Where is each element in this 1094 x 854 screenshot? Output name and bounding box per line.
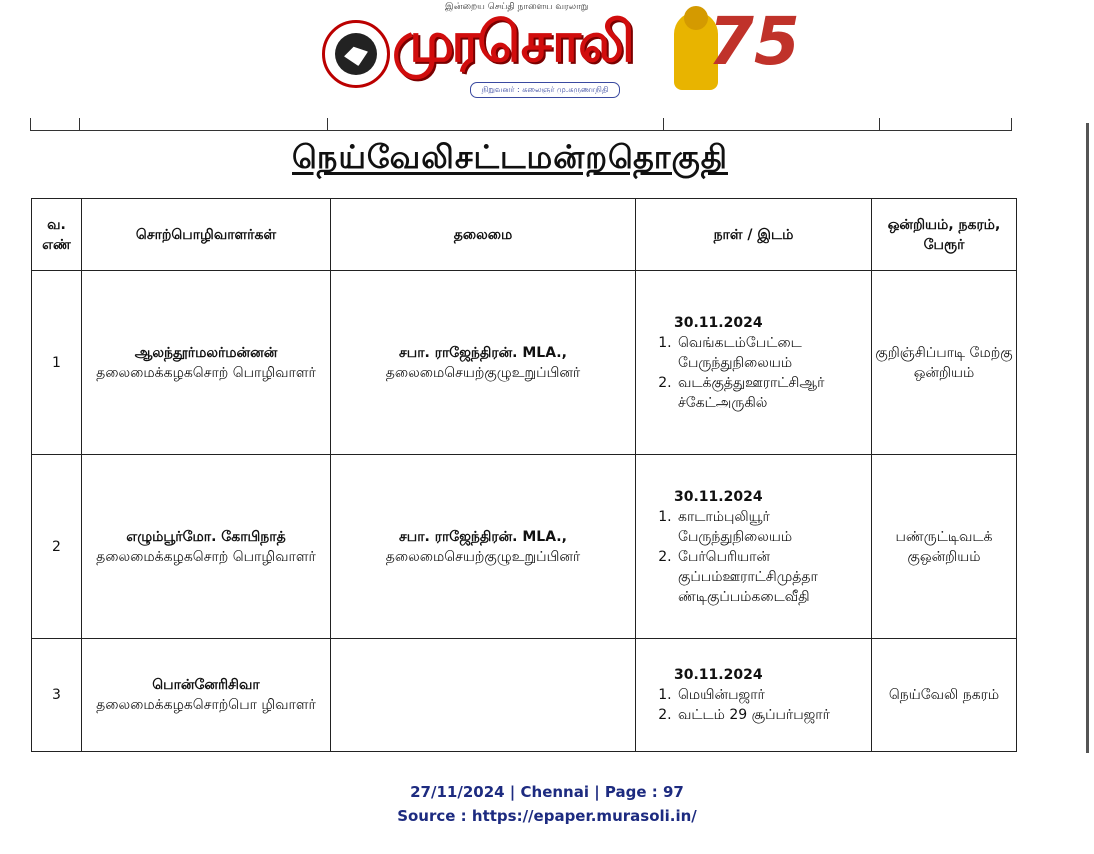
leader-role: தலைமைசெயற்குழுஉறுப்பினர் bbox=[385, 364, 581, 381]
leader-cell bbox=[331, 271, 636, 455]
place-item: 1. வெங்கடம்பேட்டை பேருந்துநிலையம் bbox=[676, 333, 867, 373]
event-date: 30.11.2024 bbox=[674, 488, 763, 505]
footer-source-line: Source : https://epaper.murasoli.in/ bbox=[397, 807, 697, 825]
leader-name: சபா. ராஜேந்திரன். MLA., bbox=[399, 528, 567, 545]
area-cell: பண்ருட்டிவடக் குஒன்றியம் bbox=[872, 455, 1017, 639]
event-date: 30.11.2024 bbox=[674, 314, 763, 331]
area-cell: நெய்வேலி நகரம் bbox=[872, 639, 1017, 752]
masthead-tagline: இன்றைய செய்தி நாளைய வரலாறு bbox=[445, 2, 589, 12]
header-leader: தலைமை bbox=[331, 199, 636, 271]
date-place-cell bbox=[636, 271, 872, 455]
speaker-role: தலைமைக்கழகசொற் பொழிவாளர் bbox=[96, 548, 316, 565]
header-area: ஒன்றியம், நகரம், பேரூர் bbox=[872, 199, 1017, 271]
anniversary-badge bbox=[670, 2, 800, 98]
leader-head-icon bbox=[684, 6, 708, 30]
speaker-cell bbox=[82, 455, 331, 639]
row-index: 1 bbox=[32, 271, 82, 455]
page-edge-rule bbox=[1086, 123, 1089, 753]
leader-cell bbox=[331, 455, 636, 639]
speaker-cell bbox=[82, 639, 331, 752]
date-place-cell bbox=[636, 639, 872, 752]
anniversary-number: 75 bbox=[708, 3, 800, 80]
schedule-table bbox=[31, 198, 1017, 752]
speaker-role: தலைமைக்கழகசொற் பொழிவாளர் bbox=[96, 364, 316, 381]
logo-subtitle: நிறுவனர் : கலைஞர் மு.கருணாநிதி bbox=[470, 82, 620, 98]
party-emblem-icon bbox=[322, 20, 390, 88]
newspaper-logo: முரசொலி bbox=[392, 10, 632, 75]
leader-cell bbox=[331, 639, 636, 752]
place-list bbox=[640, 333, 867, 413]
table-header-row bbox=[32, 199, 1017, 271]
speaker-name: ஆலந்தூர்மலர்மன்னன் bbox=[134, 344, 278, 361]
speaker-cell bbox=[82, 271, 331, 455]
masthead bbox=[320, 0, 800, 104]
speaker-role: தலைமைக்கழகசொற்பொ ழிவாளர் bbox=[96, 697, 316, 713]
table-row bbox=[32, 639, 1017, 752]
leader-role: தலைமைசெயற்குழுஉறுப்பினர் bbox=[385, 548, 581, 565]
table-row bbox=[32, 271, 1017, 455]
speaker-name: எழும்பூர்மோ. கோபிநாத் bbox=[126, 528, 286, 545]
header-date-place: நாள் / இடம் bbox=[636, 199, 872, 271]
place-item: 2. பேர்பெரியான் குப்பம்ஊராட்சிமுத்தா ண்டிகுப்பம்கடைவீதி bbox=[676, 547, 867, 607]
place-list bbox=[640, 685, 867, 725]
previous-table-fragment bbox=[30, 118, 1012, 131]
page-footer bbox=[0, 780, 1094, 828]
area-cell: குறிஞ்சிப்பாடி மேற்கு ஒன்றியம் bbox=[872, 271, 1017, 455]
header-index: வ. எண் bbox=[32, 199, 82, 271]
header-speakers: சொற்பொழிவாளர்கள் bbox=[82, 199, 331, 271]
place-item: 2. வடக்குத்துஊராட்சிஆர் ச்கேட்அருகில் bbox=[676, 373, 867, 413]
place-item: 1. காடாம்புலியூர் பேருந்துநிலையம் bbox=[676, 507, 867, 547]
place-list bbox=[640, 507, 867, 607]
place-item: 1. மெயின்பஜார் bbox=[676, 685, 867, 705]
row-index: 2 bbox=[32, 455, 82, 639]
date-place-cell bbox=[636, 455, 872, 639]
page-title: நெய்வேலிசட்டமன்றதொகுதி bbox=[292, 138, 728, 176]
footer-date-line: 27/11/2024 | Chennai | Page : 97 bbox=[410, 783, 684, 801]
leader-name: சபா. ராஜேந்திரன். MLA., bbox=[399, 344, 567, 361]
table-row bbox=[32, 455, 1017, 639]
event-date: 30.11.2024 bbox=[674, 667, 763, 683]
row-index: 3 bbox=[32, 639, 82, 752]
speaker-name: பொன்னேரிசிவா bbox=[152, 677, 260, 693]
place-item: 2. வட்டம் 29 சூப்பர்பஜார் bbox=[676, 705, 867, 725]
